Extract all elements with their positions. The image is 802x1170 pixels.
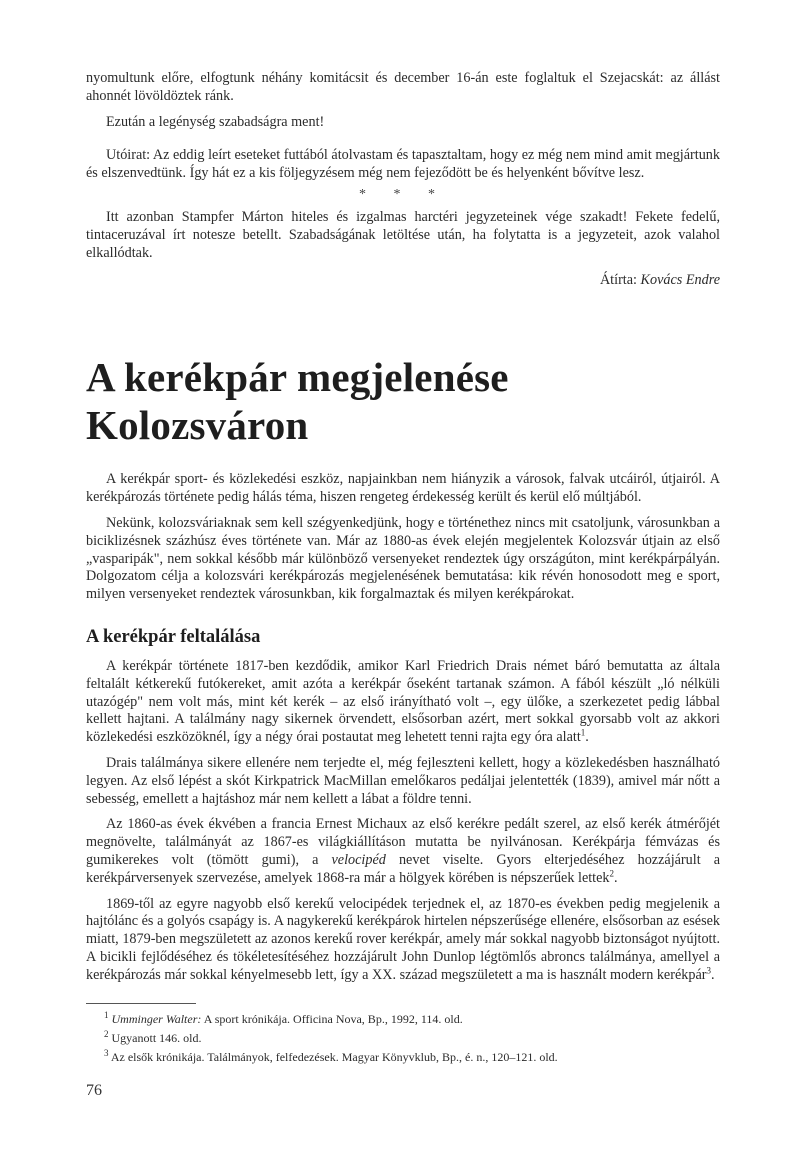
footnote — [86, 1028, 734, 1046]
transcriber-credit — [86, 272, 720, 289]
footnote-number: 1 — [104, 1009, 109, 1020]
body-paragraph: Drais találmánya sikere ellenére nem terjedte el, még fejleszteni kellett, hogy a közlekedésben használható legyen. Az első lépést a skót Kirkpatrick MacMillan emelőkaros pedáljai jelentették (1839), amivel már nőtt a sebesség, emellett a hajtáshoz már nem kellett a lábat a földre tenni. — [86, 754, 720, 807]
intro-paragraph: Nekünk, kolozsváriaknak sem kell szégyenkedjünk, hogy e történethez nincs mit csatoljunk, városunkban a biciklizésnek százhúsz éves története van. Már az 1880-as évek elején megjelentek Kolozsvár útjain az első „vasparipák", nem sokkal később már különböző versenyeket rendeztek úgy országúton, mint kerékpárpályán. Dolgozatom célja a kolozsvári kerékpározás megjelenésének bemutatása: kik révén honosodott meg e sport, milyen versenyeket rendeztek városunkban, kik forgalmaztak és milyen kerékpárokat. — [86, 514, 720, 603]
footnote-rule — [86, 1003, 196, 1012]
prev-article-paragraph: Ezután a legénység szabadságra ment! — [106, 113, 325, 130]
body-paragraph: 1869-től az egyre nagyobb első kerekű velocipédek terjednek el, az 1870-es években pedig megjelenik a hajtólánc és a golyós csapágy is. A nagykerekű kerékpárok hirtelen népszerűsége ellenére, elsősorban az esések miatt, 1879-ben megszületett az azonos kerekű rover kerékpár, amely már sokkal nagyobb biztonságot nyújtott. A bicikli fejlődéséhez és tökéletesítéséhez hozzájárult John Dunlop légtömlős abroncs találmánya, amellyel a kerékpározás már sokkal kényelmesebb lett, így a XX. század megszületett a ma is használt modern kerékpár$^3$. — [86, 895, 720, 983]
article-title: A kerékpár megjelenése Kolozsváron — [86, 354, 509, 449]
prev-article-paragraph: nyomultunk előre, elfogtunk néhány komitácsit és december 16-án este foglaltuk el Szejacskát: az állást ahonnét lövöldöztek ránk. — [86, 70, 720, 104]
footnote — [86, 1047, 734, 1065]
body-emphasis: velocipéd — [331, 851, 386, 868]
footnote-text: Az elsők krónikája. Találmányok, felfedezések. Magyar Könyvklub, Bp., é. n., 120–121. old. — [110, 1049, 558, 1064]
footnote-text: A sport krónikája. Officina Nova, Bp., 1992, 114. old. — [203, 1011, 463, 1026]
footnote — [86, 1009, 734, 1027]
intro-paragraph: A kerékpár sport- és közlekedési eszköz, napjainkban nem hiányzik a városok, falvak utcáiról, útjairól. A kerékpározás története pedig hálás téma, hiszen rengeteg érdekesség került és kerül elő múltjából. — [86, 471, 720, 506]
section-heading: A kerékpár feltalálása — [86, 626, 261, 647]
body-paragraph: A kerékpár története 1817-ben kezdődik, amikor Karl Friedrich Drais német báró bemutatta az általa feltalált kétkerekű futókereket, amit azóta a kerékpár őseként tartanak számon. A fából készült „ló nélküli utazógép" nem volt más, mint két kerék – az első irányítható volt –, egy ülőke, a szerkezetet pedig lábbal kellett hajtani. A találmány nagy sikernek örvendett, elsősorban azért, mert sokkal gyorsabb volt az akkori közlekedési eszközöknél, így a négy órai postautat meg lehetett tenni rajta egy óra alatt$^1$. — [86, 657, 720, 746]
credit-name: Kovács Endre — [640, 272, 720, 289]
footnote-author: Umminger Walter: — [111, 1011, 202, 1026]
prev-article-paragraph: Itt azonban Stampfer Márton hiteles és izgalmas harctéri jegyzeteinek vége szakadt! Fekete fedelű, tintaceruzával írt notesze betellt. Szabadságának letöltése után, ha folytatta is a jegyzeteit, azok valahol elkallódtak. — [86, 208, 720, 261]
page-number: 76 — [86, 1082, 102, 1099]
footnote-ref[interactable]: 1 — [580, 727, 586, 738]
postscript-paragraph: Utóirat: Az eddig leírt eseteket futtából átolvastam és tapasztaltam, hogy ez még nem mind amit megjártunk és elszenvedtünk. Így hát ez a kis följegyzésem még nem fejeződött be és helyenként bővítve lesz. — [86, 147, 720, 182]
body-text: nevet viselte. Gyors elterjedéséhez hozzájárult a kerékpárversenyek szervezése, amelyek 1868-ra már a hölgyek körében is népszerűek lettek — [86, 851, 721, 886]
footnote-number: 3 — [104, 1047, 109, 1058]
body-paragraph: Az 1860-as évek ékvében a francia Ernest Michaux az első kerékre pedált szerel, az első kerék átmérőjét megnövelte, találmányát az 1867-es világkiállításon mutatta be nyilvánosan. Kerékpárja fémvázas és gumikerekes volt (tömött gumi), a velocipéd nevet viselte. Gyors elterjedéséhez hozzájárult a kerékpárversenyek szervezése, amelyek 1868-ra már a hölgyek körében is népszerűek lettek$^2$. — [86, 816, 721, 886]
body-text: A kerékpár története 1817-ben kezdődik, amikor Karl Friedrich Drais német báró bemutatta az általa feltalált kétkerekű futókereket, amit azóta a kerékpár őseként tartanak számon. A fából készült „ló nélküli utazógép" nem volt más, mint két kerék – az első irányítható volt –, egy ülőke, a szerkezetet pedig lábbal kellett hajtani. A találmány nagy sikernek örvendett, elsősorban azért, mert sokkal gyorsabb volt az akkori közlekedési eszközöknél, így a négy órai postautat meg lehetett tenni rajta egy óra alatt — [86, 657, 720, 746]
footnote-number: 2 — [104, 1028, 109, 1039]
footnote-ref[interactable]: 2 — [609, 867, 615, 878]
body-text: Az 1860-as évek ékvében a francia Ernest Michaux az első kerékre pedált szerel, az első kerék átmérőjét megnövelte, találmányát az 1867-es világkiállításon mutatta be nyilvánosan. Kerékpárja fémvázas és gumikerekes volt (tömött gumi), a — [86, 816, 720, 868]
credit-label: Átírta: — [599, 272, 637, 289]
body-text: 1869-től az egyre nagyobb első kerekű velocipédek terjednek el, az 1870-es években pedig megjelenik a hajtólánc és a golyós csapágy is. A nagykerekű kerékpárok hirtelen népszerűsége ellenére, elsősorban az esések miatt, 1879-ben megszületett az azonos kerekű rover kerékpár, amely már sokkal nagyobb biztonságot nyújtott. A bicikli fejlődéséhez és tökéletesítéséhez hozzájárult John Dunlop légtömlős abroncs találmánya, amellyel a kerékpározás már sokkal kényelmesebb lett, így a XX. század megszületett a ma is használt modern kerékpár — [86, 895, 720, 983]
section-separator: * * * — [359, 186, 447, 202]
footnote-ref[interactable]: 3 — [706, 964, 711, 975]
footnote-text: Ugyanott 146. old. — [111, 1030, 202, 1045]
